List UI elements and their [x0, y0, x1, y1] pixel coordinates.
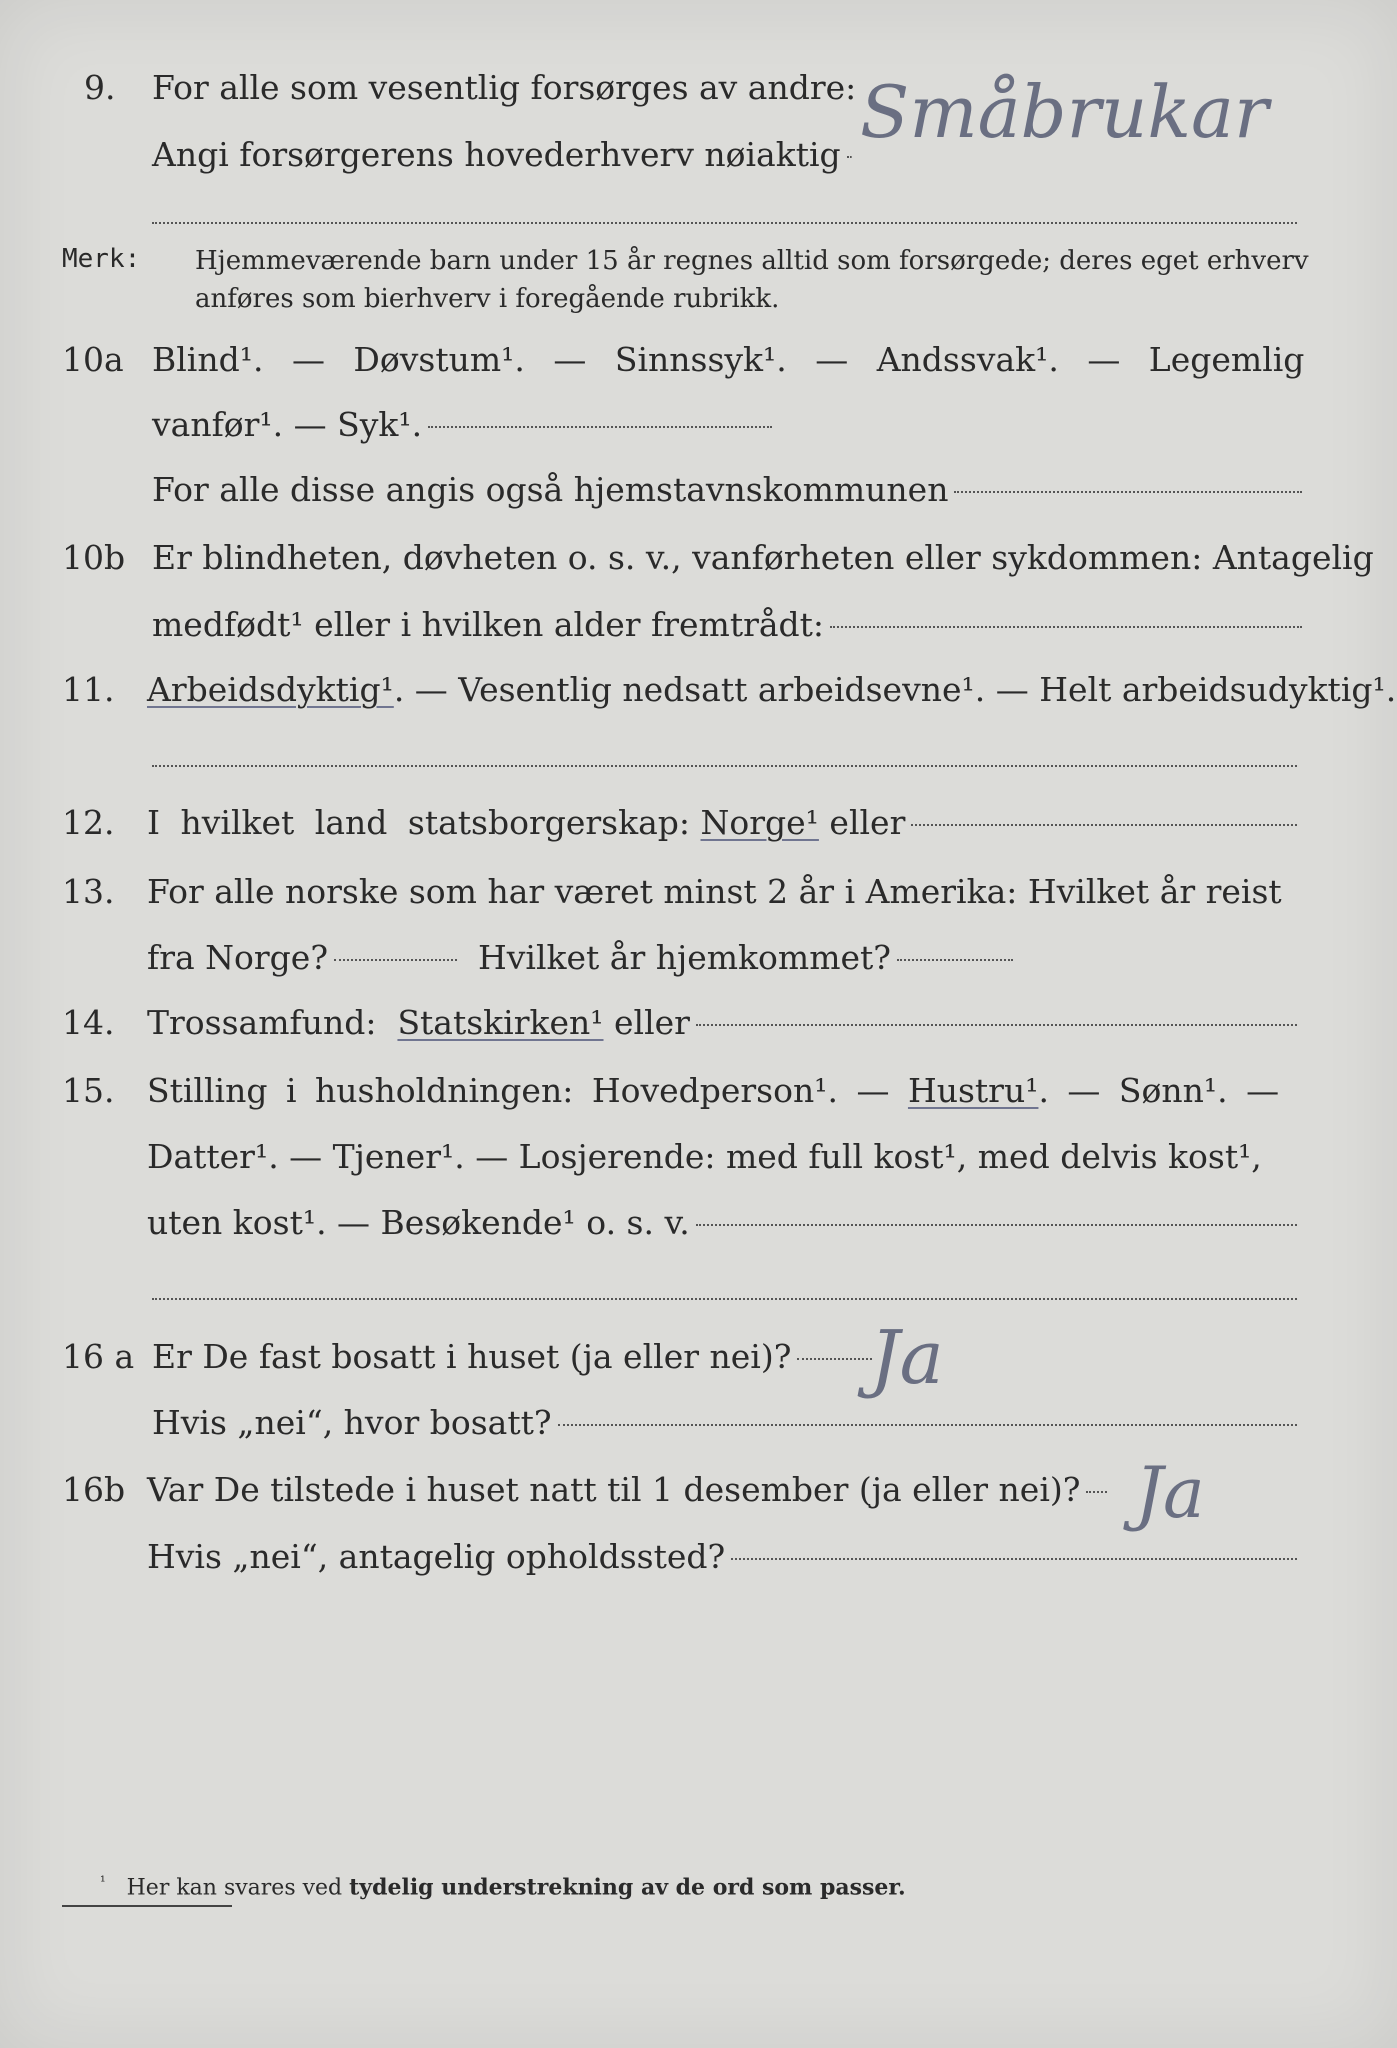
q16a-text1: Er De fast bosatt i huset (ja eller nei)? [152, 1337, 792, 1376]
q10a-dotted-fill [428, 426, 772, 428]
q10a-text3: For alle disse angis også hjemstavnskommunen [152, 470, 949, 509]
q14-line [0, 993, 1397, 1053]
q11-number: 11. [62, 670, 115, 709]
q12-text-post: eller [829, 803, 906, 842]
q10b-text2-wrap [152, 595, 1302, 655]
q14-option-underlined: Statskirken¹ [397, 1003, 604, 1042]
q11-blank-line [152, 765, 1297, 767]
q10a-text1: Blind¹. — Døvstum¹. — Sinnssyk¹. — Andssvak¹. — Legemlig [152, 340, 1305, 379]
q10a-line1 [0, 330, 1397, 390]
q15-line3 [0, 1193, 1397, 1253]
q10a-text2: vanfør¹. — Syk¹. [152, 405, 423, 444]
q13-text2b: Hvilket år hjemkommet? [478, 938, 891, 977]
q10a-number: 10a [62, 340, 124, 379]
q12-option-underlined: Norge¹ [700, 803, 819, 842]
q13-text2a-wrap [147, 928, 457, 988]
q16b-dotted-fill2 [731, 1558, 1297, 1560]
footnote [100, 1874, 906, 1900]
q12-line [0, 793, 1397, 853]
q13-text1: For alle norske som har været minst 2 år i Amerika: Hvilket år reist [147, 872, 1282, 911]
q16a-number: 16 a [62, 1337, 135, 1376]
q9-text2: Angi forsørgerens hovederhverv nøiaktig [152, 135, 841, 174]
q15-blank-line [152, 1298, 1297, 1300]
q16b-text1: Var De tilstede i huset natt til 1 desember (ja eller nei)? [147, 1470, 1081, 1509]
q10a-text2-wrap [152, 395, 772, 455]
q16b-line2 [0, 1527, 1397, 1587]
q10b-dotted-fill [830, 626, 1302, 628]
q11-text-rest: . — Vesentlig nedsatt arbeidsevne¹. — Helt arbeidsudyktig¹. [393, 670, 1397, 709]
q16a-dotted-fill [797, 1358, 872, 1360]
q15-text3: uten kost¹. — Besøkende¹ o. s. v. [147, 1203, 690, 1242]
q14-text-post: eller [614, 1003, 690, 1042]
merk-text1: Hjemmeværende barn under 15 år regnes alltid som forsørgede; deres eget erhverv [195, 246, 1309, 276]
q10b-line2 [0, 595, 1397, 655]
q16b-number: 16b [62, 1470, 126, 1509]
footnote-mark: ¹ [100, 1874, 106, 1890]
q10a-line2 [0, 395, 1397, 455]
q9-handwritten-answer: Småbrukar [860, 70, 1269, 154]
q16a-handwritten-answer: Ja [870, 1315, 944, 1401]
footnote-text-b: tydelig understrekning av de ord som passer. [349, 1874, 906, 1901]
q14-text-wrap [147, 993, 1297, 1053]
q15-line1 [0, 1061, 1397, 1121]
q16a-line1 [0, 1327, 1397, 1387]
q9-text1: For alle som vesentlig forsørges av andre: [152, 68, 857, 107]
q16b-text2: Hvis „nei“, antagelig opholdssted? [147, 1537, 726, 1576]
q9-text2-wrap [152, 125, 852, 185]
q13-dotted-fill1 [334, 959, 457, 961]
q15-text2: Datter¹. — Tjener¹. — Losjerende: med full kost¹, med delvis kost¹, [147, 1137, 1262, 1176]
q13-text2b-wrap [478, 928, 1013, 988]
q15-text3-wrap [147, 1193, 1297, 1253]
q13-number: 13. [62, 872, 115, 911]
q15-option-underlined: Hustru¹ [907, 1071, 1039, 1110]
q16b-dotted-fill [1086, 1491, 1107, 1493]
footnote-text-a: Her kan svares ved [126, 1875, 343, 1901]
q14-text-pre: Trossamfund: [147, 1003, 377, 1042]
q15-text1c: . — Sønn¹. — [1038, 1071, 1280, 1110]
q11-option-underlined: Arbeidsdyktig¹ [147, 670, 394, 709]
q16a-dotted-fill2 [558, 1424, 1297, 1426]
q10a-dotted-fill2 [954, 491, 1302, 493]
q12-dotted-fill [911, 824, 1297, 826]
q16a-text2: Hvis „nei“, hvor bosatt? [152, 1403, 552, 1442]
q10b-text2: medfødt¹ eller i hvilken alder fremtrådt: [152, 605, 825, 644]
q13-dotted-fill2 [897, 959, 1013, 961]
q13-text2a: fra Norge? [147, 938, 329, 977]
q16b-handwritten-answer: Ja [1135, 1452, 1205, 1534]
merk-text2: anføres som bierhverv i foregående rubrikk. [195, 284, 780, 314]
q10b-line1 [0, 528, 1397, 588]
q15-number: 15. [62, 1071, 115, 1110]
q9-dotted-fill [847, 156, 852, 158]
q10a-text3-wrap [152, 460, 1302, 520]
q10a-line3 [0, 460, 1397, 520]
q15-dotted-fill [696, 1224, 1297, 1226]
q16b-text2-wrap [147, 1527, 1297, 1587]
q15-line2 [0, 1127, 1397, 1187]
q13-line1 [0, 862, 1397, 922]
q12-text-pre: I hvilket land statsborgerskap: [147, 803, 691, 842]
footnote-rule [62, 1905, 232, 1907]
q15-text1-wrap [147, 1061, 1279, 1121]
q13-line2 [0, 928, 1397, 988]
q14-number: 14. [62, 1003, 115, 1042]
q16a-text1-wrap [152, 1327, 872, 1387]
q11-text-wrap [147, 660, 1396, 720]
q16b-text1-wrap [147, 1460, 1107, 1520]
q15-text1a: Stilling i husholdningen: Hovedperson¹. — [147, 1071, 890, 1110]
merk-label: Merk: [62, 244, 141, 274]
q16a-line2 [0, 1393, 1397, 1453]
q12-number: 12. [62, 803, 115, 842]
q14-dotted-fill [696, 1024, 1297, 1026]
q10b-text1: Er blindheten, døvheten o. s. v., vanførheten eller sykdommen: Antagelig [152, 538, 1374, 577]
q16a-text2-wrap [152, 1393, 1297, 1453]
q9-blank-line [152, 222, 1297, 224]
q12-text-wrap [147, 793, 1297, 853]
q9-number: 9. [84, 68, 116, 107]
q10b-number: 10b [62, 538, 126, 577]
q11-line [0, 660, 1397, 720]
